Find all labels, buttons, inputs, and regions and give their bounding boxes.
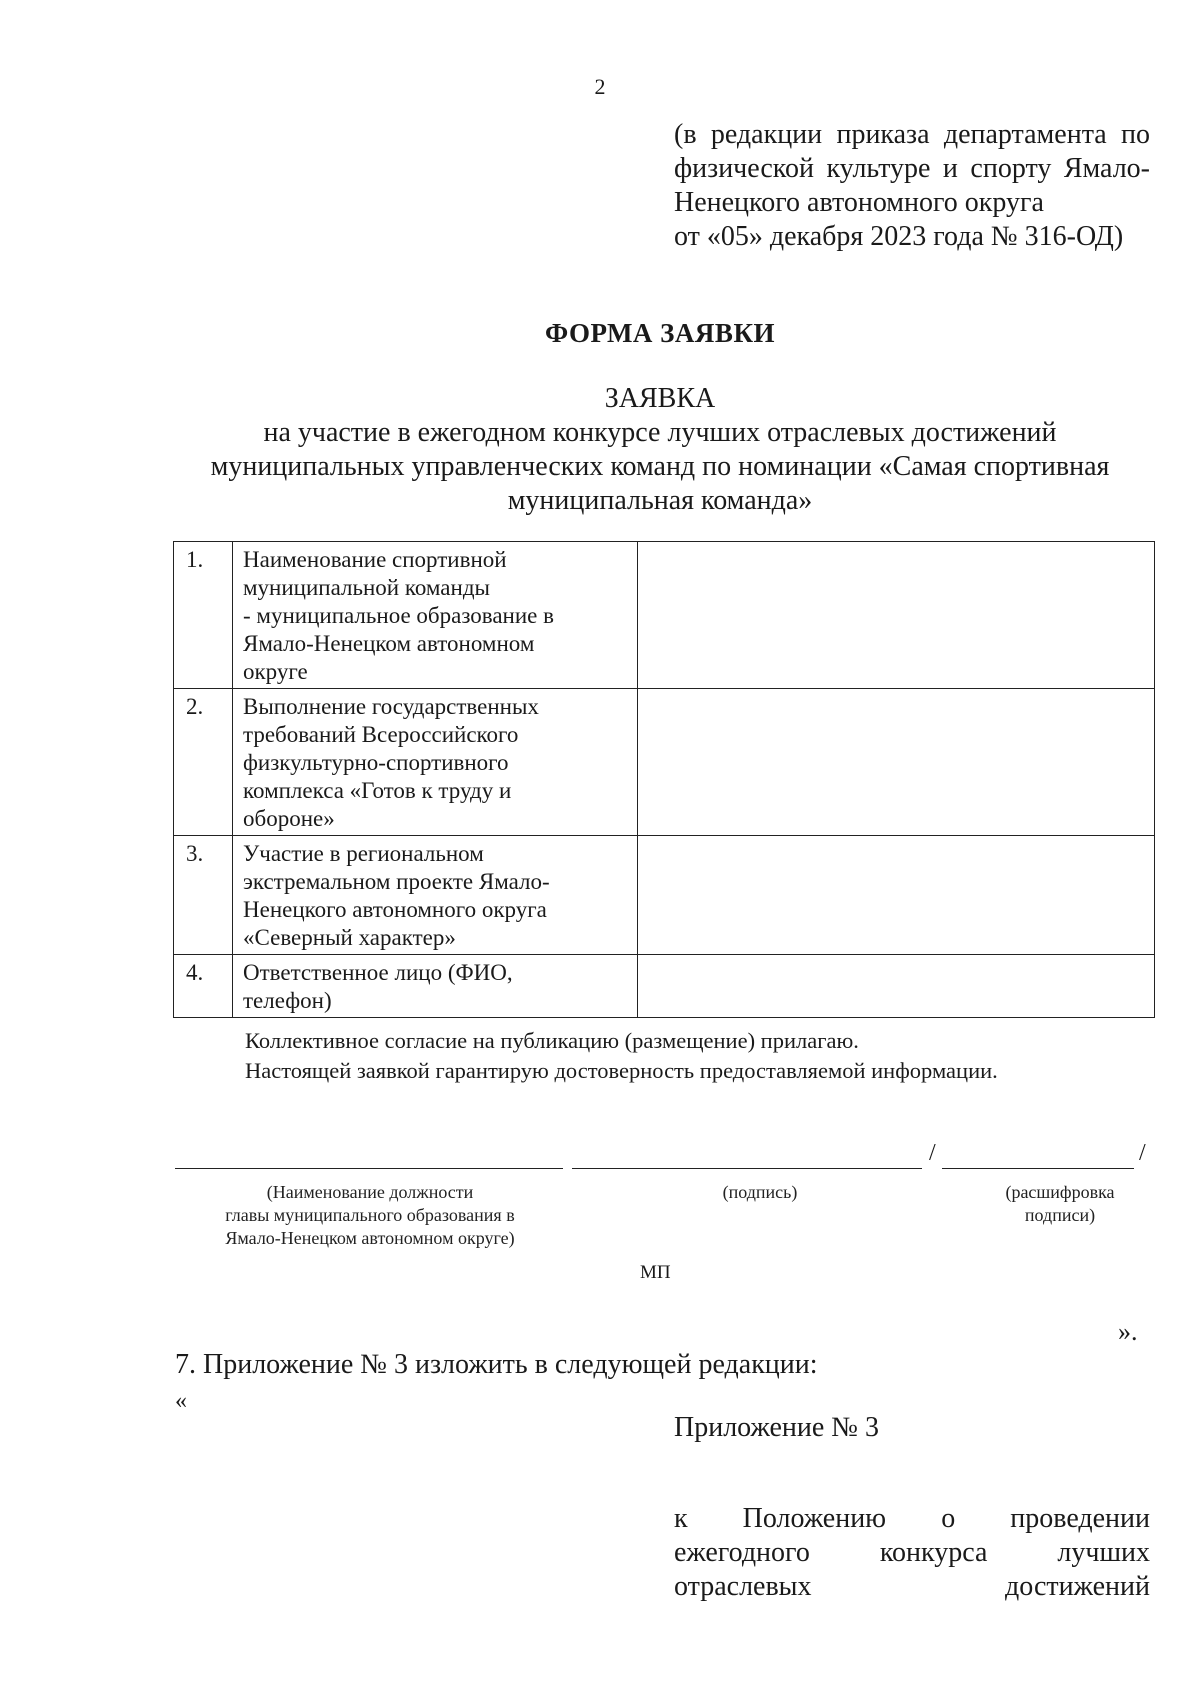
slash-right: / (1139, 1140, 1146, 1166)
consent-block (245, 1026, 998, 1086)
row-value-cell[interactable] (638, 955, 1155, 1018)
subtitle-line-1: на участие в ежегодном конкурсе лучших отраслевых достижений (263, 417, 1057, 448)
consent-line-1: Коллективное согласие на публикацию (размещение) прилагаю. (245, 1028, 859, 1053)
decoding-signature-line[interactable] (942, 1168, 1134, 1169)
criterion-line: муниципальной команды (243, 575, 490, 600)
header-note-line-4: от «05» декабря 2023 года № 316-ОД) (674, 221, 1124, 252)
criterion-line: обороне» (243, 806, 335, 831)
application-table (173, 541, 1155, 1018)
closing-quote: ». (1118, 1317, 1138, 1346)
header-note-line-2: физической культуре и спорту Ямало- (674, 153, 1150, 184)
appendix-3-line: отраслевых достижений (674, 1571, 1150, 1602)
criterion-line: Ненецкого автономного округа (243, 897, 547, 922)
page-number: 2 (594, 74, 606, 99)
table-row (174, 542, 1155, 689)
criterion-line: Наименование спортивной (243, 547, 507, 572)
decoding-caption-line: подписи) (1024, 1205, 1096, 1225)
row-criterion (233, 542, 638, 689)
signature-line[interactable] (572, 1168, 922, 1169)
row-number: 3. (174, 836, 233, 955)
application-heading: ЗАЯВКА (604, 383, 716, 414)
row-criterion (233, 689, 638, 836)
criterion-line: «Северный характер» (243, 925, 456, 950)
form-title: ФОРМА ЗАЯВКИ (544, 318, 776, 348)
criterion-line: Ответственное лицо (ФИО, (243, 960, 513, 985)
application-subtitle (170, 416, 1150, 518)
position-caption-line: Ямало-Ненецком автономном округе) (225, 1228, 515, 1248)
row-number: 1. (174, 542, 233, 689)
criterion-line: Ямало-Ненецком автономном (243, 631, 535, 656)
seal-placeholder: МП (640, 1262, 671, 1283)
appendix-3-line: ежегодного конкурса лучших (674, 1537, 1150, 1568)
criterion-line: Участие в региональном (243, 841, 484, 866)
criterion-line: комплекса «Готов к труду и (243, 778, 512, 803)
criterion-line: физкультурно-спортивного (243, 750, 509, 775)
subtitle-line-2: муниципальных управленческих команд по номинации «Самая спортивная (210, 451, 1110, 482)
criterion-line: округе (243, 659, 308, 684)
criterion-line: требований Всероссийского (243, 722, 519, 747)
criterion-line: - муниципальное образование в (243, 603, 554, 628)
decoding-caption (960, 1181, 1160, 1227)
subtitle-line-3: муниципальная команда» (507, 485, 813, 516)
appendix-3-line: к Положению о проведении (674, 1503, 1150, 1534)
position-caption-line: главы муниципального образования в (225, 1205, 515, 1225)
row-value-cell[interactable] (638, 689, 1155, 836)
row-number: 4. (174, 955, 233, 1018)
row-number: 2. (174, 689, 233, 836)
criterion-line: экстремальном проекте Ямало- (243, 869, 550, 894)
header-note-line-1: (в редакции приказа департамента по (674, 119, 1150, 150)
row-criterion (233, 836, 638, 955)
position-caption-line: (Наименование должности (266, 1182, 474, 1202)
item-7-text: 7. Приложение № 3 изложить в следующей редакции: (175, 1349, 818, 1380)
header-note-line-3: Ненецкого автономного округа (674, 187, 1044, 218)
appendix-3-subtitle (674, 1502, 1150, 1604)
criterion-line: Выполнение государственных (243, 694, 539, 719)
consent-line-2: Настоящей заявкой гарантирую достоверность предоставляемой информации. (245, 1058, 998, 1083)
opening-quote: « (175, 1388, 187, 1414)
table-row (174, 689, 1155, 836)
row-criterion (233, 955, 638, 1018)
slash-left: / (929, 1140, 936, 1166)
row-value-cell[interactable] (638, 542, 1155, 689)
position-signature-line[interactable] (175, 1168, 563, 1169)
decoding-caption-line: (расшифровка (1005, 1182, 1115, 1202)
position-caption (170, 1181, 570, 1250)
header-note (674, 118, 1150, 254)
table-row (174, 836, 1155, 955)
row-value-cell[interactable] (638, 836, 1155, 955)
signature-caption: (подпись) (722, 1182, 798, 1202)
appendix-3-title: Приложение № 3 (674, 1412, 879, 1443)
table-row (174, 955, 1155, 1018)
criterion-line: телефон) (243, 988, 332, 1013)
